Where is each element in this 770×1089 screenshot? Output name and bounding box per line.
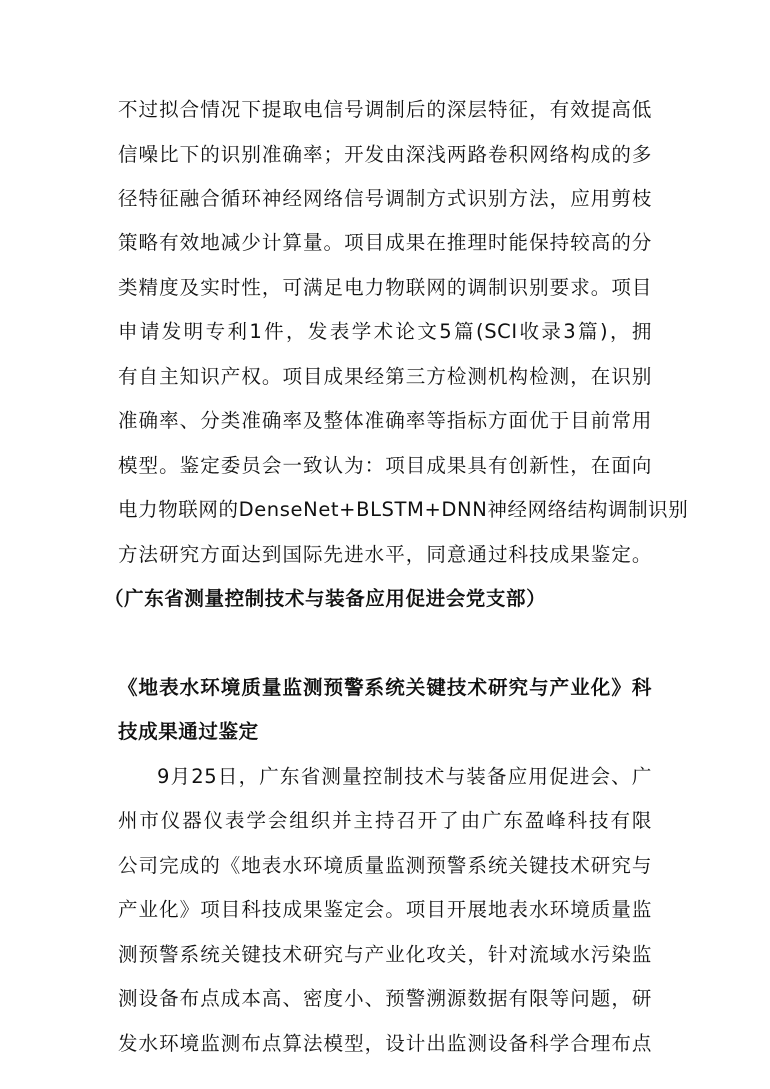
paragraph-line: 径特征融合循环神经网络信号调制方式识别方法，应用剪枝: [118, 187, 652, 210]
paragraph-line: 策略有效地减少计算量。项目成果在推理时能保持较高的分: [118, 231, 652, 254]
paragraph-line: 信噪比下的识别准确率；开发由深浅两路卷积网络构成的多: [118, 143, 652, 166]
paragraph-line: 9月25日，广东省测量控制技术与装备应用促进会、广: [157, 765, 652, 788]
paragraph-line: 测预警系统关键技术研究与产业化攻关，针对流域水污染监: [118, 943, 652, 966]
paragraph-line: 准确率、分类准确率及整体准确率等指标方面优于目前常用: [118, 409, 652, 432]
paragraph-line: 不过拟合情况下提取电信号调制后的深层特征，有效提高低: [118, 98, 652, 121]
paragraph-line: 发水环境监测布点算法模型，设计出监测设备科学合理布点: [118, 1032, 652, 1055]
paragraph-line: 类精度及实时性，可满足电力物联网的调制识别要求。项目: [118, 276, 652, 299]
paragraph-line: 模型。鉴定委员会一致认为：项目成果具有创新性，在面向: [118, 454, 652, 477]
article-title-line: 《地表水环境质量监测预警系统关键技术研究与产业化》科: [118, 676, 652, 699]
source-attribution: （广东省测量控制技术与装备应用促进会党支部）: [104, 587, 547, 610]
paragraph-line: 申请发明专利1件，发表学术论文5篇(SCI收录3篇)，拥: [118, 320, 652, 343]
paragraph-line: 有自主知识产权。项目成果经第三方检测机构检测，在识别: [118, 365, 652, 388]
paragraph-line: 产业化》项目科技成果鉴定会。项目开展地表水环境质量监: [118, 898, 652, 921]
paragraph-line: 州市仪器仪表学会组织并主持召开了由广东盈峰科技有限: [118, 809, 652, 832]
paragraph-line: 公司完成的《地表水环境质量监测预警系统关键技术研究与: [118, 854, 652, 877]
paragraph-line: 测设备布点成本高、密度小、预警溯源数据有限等问题，研: [118, 987, 652, 1010]
article-title-line: 技成果通过鉴定: [118, 720, 259, 743]
paragraph-line: 电力物联网的DenseNet+BLSTM+DNN神经网络结构调制识别: [118, 498, 689, 521]
paragraph-line: 方法研究方面达到国际先进水平，同意通过科技成果鉴定。: [118, 543, 652, 566]
